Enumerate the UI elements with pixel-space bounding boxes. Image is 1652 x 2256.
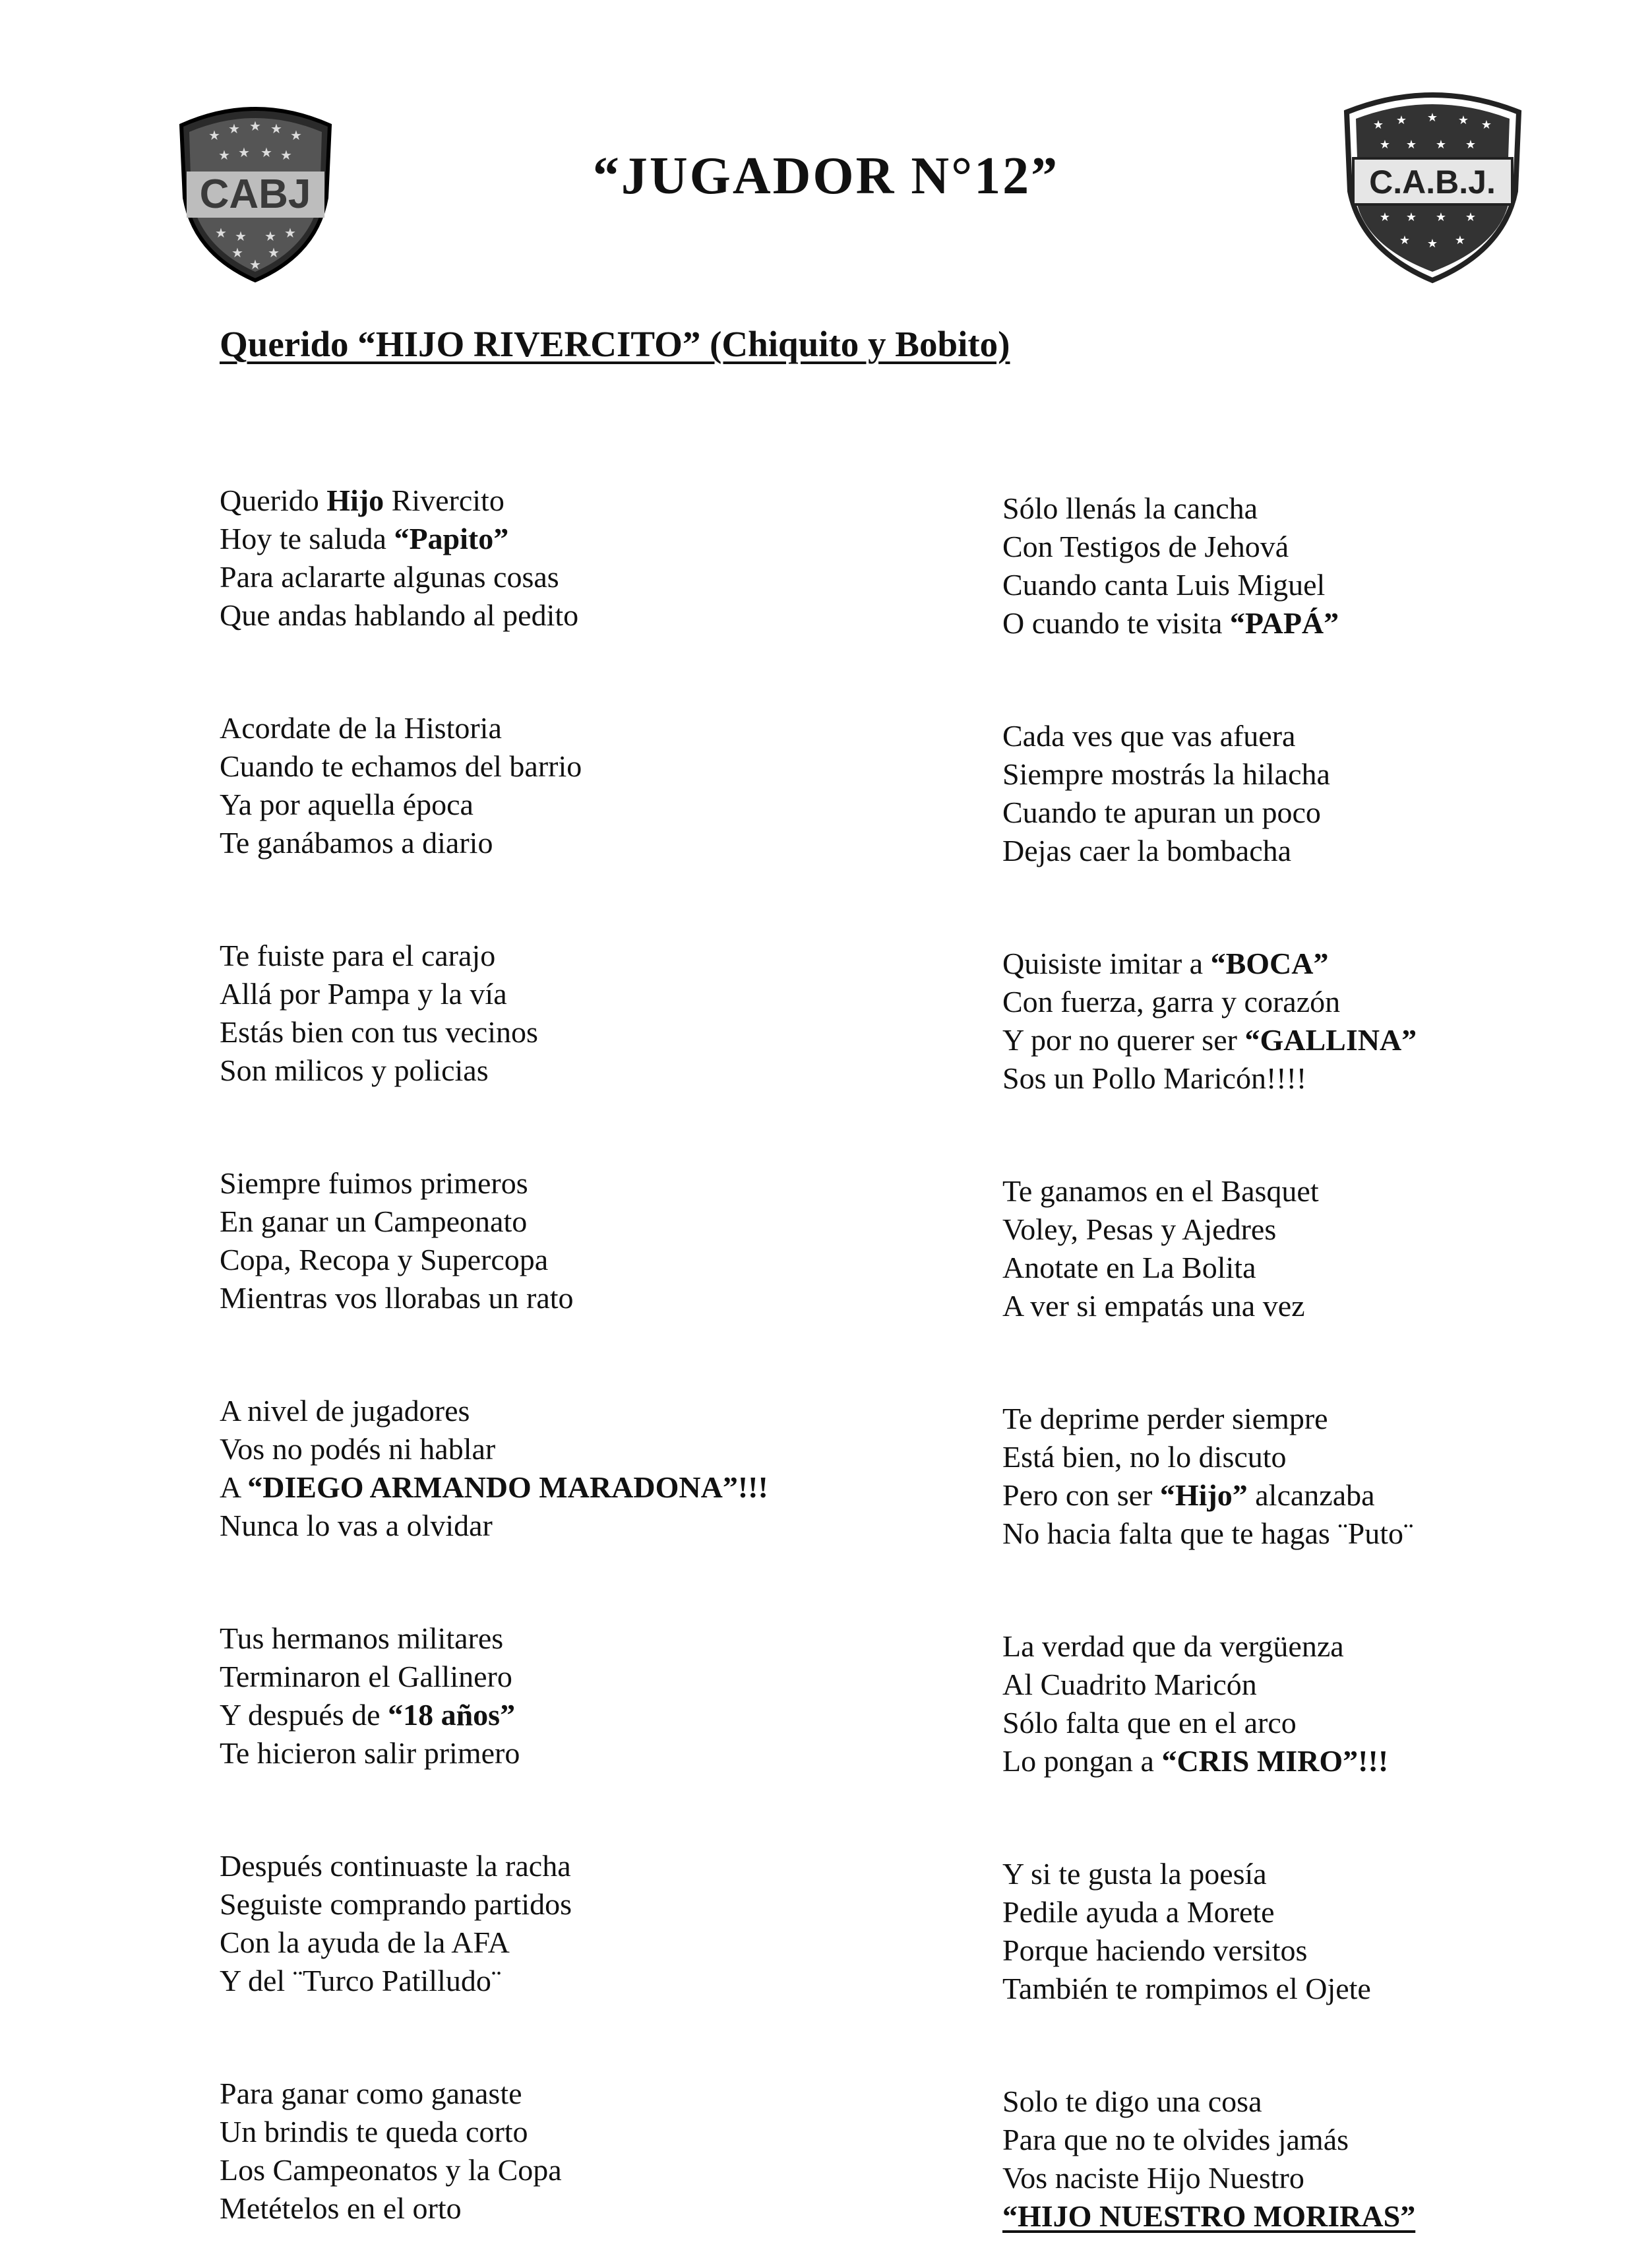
- stanza-line: [1002, 945, 1652, 983]
- text: Sólo llenás la cancha: [1002, 491, 1258, 525]
- stanza: [220, 709, 879, 862]
- stanza-line: [220, 1962, 879, 2000]
- stanza-line: [220, 2113, 879, 2151]
- text: Mientras vos llorabas un rato: [220, 1281, 574, 1315]
- text: Para aclararte algunas cosas: [220, 560, 559, 594]
- stanza-line: [1002, 1287, 1652, 1325]
- text: Te ganamos en el Basquet: [1002, 1174, 1319, 1208]
- svg-text:★: ★: [1379, 210, 1391, 224]
- bold-text: “Hijo”: [1159, 1478, 1248, 1512]
- text: Lo pongan a: [1002, 1744, 1162, 1778]
- stanza-line: [220, 1241, 879, 1279]
- stanza-line: [1002, 528, 1652, 566]
- text: Copa, Recopa y Supercopa: [220, 1243, 549, 1276]
- stanza-line: [1002, 1059, 1652, 1098]
- text: Dejas caer la bombacha: [1002, 834, 1292, 867]
- text: Con la ayuda de la AFA: [220, 1926, 510, 1959]
- stanza-line: [1002, 1515, 1652, 1553]
- svg-text:★: ★: [208, 127, 220, 143]
- svg-text:★: ★: [231, 245, 243, 261]
- stanza-line: [1002, 1210, 1652, 1249]
- stanza-line: [1002, 1970, 1652, 2008]
- stanza-line: [220, 2151, 879, 2189]
- stanza: [220, 1164, 879, 1317]
- stanza-line: [1002, 2197, 1652, 2236]
- bold-text: Hijo: [326, 484, 384, 517]
- text: Estás bien con tus vecinos: [220, 1015, 538, 1049]
- stanza-line: [220, 1734, 879, 1772]
- stanza-line: [1002, 1249, 1652, 1287]
- text: Pedile ayuda a Morete: [1002, 1895, 1275, 1929]
- svg-text:★: ★: [235, 228, 247, 244]
- stanza: [1002, 1172, 1652, 1325]
- stanza: [1002, 1627, 1652, 1780]
- svg-text:★: ★: [264, 228, 276, 244]
- text: Vos naciste Hijo Nuestro: [1002, 2161, 1304, 2195]
- bold-text: “BOCA”: [1210, 947, 1329, 980]
- text: Con Testigos de Jehová: [1002, 530, 1289, 563]
- stanza-line: [220, 709, 879, 747]
- text: Y después de: [220, 1698, 388, 1732]
- text: Está bien, no lo discuto: [1002, 1440, 1287, 1474]
- svg-text:★: ★: [1372, 118, 1384, 132]
- stanza-line: [1002, 1666, 1652, 1704]
- text: La verdad que da vergüenza: [1002, 1629, 1344, 1663]
- svg-text:★: ★: [1405, 210, 1417, 224]
- svg-text:★: ★: [1405, 138, 1417, 152]
- stanza-line: [1002, 604, 1652, 642]
- stanza-line: [220, 1619, 879, 1658]
- text: No hacia falta que te hagas ¨Puto¨: [1002, 1517, 1414, 1550]
- text: Nunca lo vas a olvidar: [220, 1509, 493, 1542]
- svg-text:★: ★: [1399, 234, 1411, 247]
- svg-text:★: ★: [1426, 111, 1438, 125]
- text: Sos un Pollo Maricón!!!!: [1002, 1061, 1307, 1095]
- stanza: [220, 482, 879, 635]
- text: Y del ¨Turco Patilludo¨: [220, 1964, 502, 1997]
- stanza-line: [220, 1051, 879, 1090]
- svg-text:★: ★: [268, 245, 280, 261]
- stanza-line: [1002, 1742, 1652, 1780]
- svg-text:★: ★: [280, 147, 292, 163]
- stanza-line: [1002, 1400, 1652, 1438]
- stanza-line: [1002, 1021, 1652, 1059]
- text: Y si te gusta la poesía: [1002, 1857, 1267, 1891]
- svg-text:★: ★: [260, 144, 272, 160]
- stanza-line: [1002, 1476, 1652, 1515]
- stanza: [1002, 717, 1652, 870]
- text: O cuando te visita: [1002, 606, 1230, 640]
- text: Siempre mostrás la hilacha: [1002, 757, 1330, 791]
- stanza: [1002, 945, 1652, 1098]
- stanza-line: [220, 1203, 879, 1241]
- stanza-line: [220, 1392, 879, 1430]
- stanza-line: [1002, 717, 1652, 755]
- text: Allá por Pampa y la vía: [220, 977, 507, 1011]
- stanza-line: [220, 2075, 879, 2113]
- stanza-line: [1002, 983, 1652, 1021]
- svg-text:CABJ: CABJ: [199, 172, 311, 217]
- text: Voley, Pesas y Ajedres: [1002, 1212, 1277, 1246]
- svg-text:★: ★: [1454, 234, 1466, 247]
- stanza: [1002, 1855, 1652, 2008]
- text: Te hicieron salir primero: [220, 1736, 520, 1770]
- svg-text:★: ★: [249, 257, 261, 272]
- text: Hoy te saluda: [220, 522, 394, 555]
- text: alcanzaba: [1247, 1478, 1375, 1512]
- svg-text:★: ★: [1435, 138, 1447, 152]
- stanza: [1002, 1400, 1652, 1553]
- text: Terminaron el Gallinero: [220, 1660, 512, 1693]
- bold-text: “HIJO NUESTRO MORIRAS”: [1002, 2199, 1416, 2233]
- text: Acordate de la Historia: [220, 711, 502, 745]
- text: Y por no querer ser: [1002, 1023, 1245, 1057]
- stanza: [220, 2075, 879, 2228]
- stanza-line: [1002, 1931, 1652, 1970]
- text: Solo te digo una cosa: [1002, 2084, 1262, 2118]
- bold-text: “DIEGO ARMANDO MARADONA”!!!: [247, 1470, 768, 1504]
- text: Rivercito: [384, 484, 505, 517]
- text: A nivel de jugadores: [220, 1394, 470, 1427]
- stanza-line: [220, 975, 879, 1013]
- svg-text:★: ★: [290, 127, 302, 143]
- stanza-line: [1002, 2083, 1652, 2121]
- text: En ganar un Campeonato: [220, 1205, 528, 1238]
- stanza-line: [220, 1468, 879, 1507]
- text: Metételos en el orto: [220, 2191, 462, 2225]
- svg-text:★: ★: [270, 121, 282, 137]
- stanza-line: [220, 1507, 879, 1545]
- bold-text: “18 años”: [388, 1698, 516, 1732]
- text: Cuando te echamos del barrio: [220, 749, 582, 783]
- stanza-line: [220, 1847, 879, 1885]
- text: Cuando te apuran un poco: [1002, 796, 1321, 829]
- stanza-line: [1002, 1855, 1652, 1893]
- text: Que andas hablando al pedito: [220, 598, 579, 632]
- stanza-line: [1002, 1893, 1652, 1931]
- svg-text:★: ★: [1426, 237, 1438, 251]
- text: Después continuaste la racha: [220, 1849, 571, 1883]
- stanza-line: [1002, 1172, 1652, 1210]
- stanza: [220, 1392, 879, 1545]
- stanza-line: [1002, 2121, 1652, 2159]
- text: Te ganábamos a diario: [220, 826, 493, 860]
- text: Tus hermanos militares: [220, 1621, 504, 1655]
- stanza-line: [220, 1885, 879, 1924]
- text: Para que no te olvides jamás: [1002, 2123, 1349, 2156]
- text: Un brindis te queda corto: [220, 2115, 528, 2148]
- stanza-line: [1002, 489, 1652, 528]
- stanza-line: [1002, 794, 1652, 832]
- text: Son milicos y policias: [220, 1053, 489, 1087]
- stanza-line: [220, 1924, 879, 1962]
- svg-text:★: ★: [1465, 138, 1477, 152]
- stanza-line: [1002, 2159, 1652, 2197]
- stanza-line: [220, 747, 879, 786]
- stanza-line: [1002, 1627, 1652, 1666]
- stanza: [220, 1847, 879, 2000]
- svg-text:★: ★: [284, 225, 296, 241]
- svg-text:C.A.B.J.: C.A.B.J.: [1369, 164, 1496, 201]
- text: Anotate en La Bolita: [1002, 1251, 1256, 1284]
- text: Vos no podés ni hablar: [220, 1432, 496, 1466]
- bold-text: “GALLINA”: [1244, 1023, 1417, 1057]
- page-title: “JUGADOR N°12”: [592, 147, 1060, 205]
- document-subtitle: Querido “HIJO RIVERCITO” (Chiquito y Bobito): [220, 324, 1010, 364]
- svg-text:★: ★: [1465, 210, 1477, 224]
- text: Al Cuadrito Maricón: [1002, 1668, 1257, 1701]
- stanza-line: [220, 520, 879, 558]
- text: Te fuiste para el carajo: [220, 939, 496, 972]
- stanza-line: [220, 937, 879, 975]
- text: Siempre fuimos primeros: [220, 1166, 528, 1200]
- text: Sólo falta que en el arco: [1002, 1706, 1297, 1739]
- stanza-line: [1002, 1704, 1652, 1742]
- stanza: [1002, 2083, 1652, 2236]
- svg-text:★: ★: [249, 118, 261, 134]
- svg-text:★: ★: [1481, 118, 1492, 132]
- stanza: [220, 1619, 879, 1772]
- bold-text: “CRIS MIRO”!!!: [1161, 1744, 1389, 1778]
- stanza-line: [220, 1658, 879, 1696]
- stanza-line: [220, 2189, 879, 2228]
- stanza-line: [220, 786, 879, 824]
- text: A ver si empatás una vez: [1002, 1289, 1305, 1323]
- svg-text:★: ★: [238, 144, 250, 160]
- stanza-line: [220, 1696, 879, 1734]
- text: Seguiste comprando partidos: [220, 1887, 572, 1921]
- text: Querido: [220, 484, 327, 517]
- svg-text:★: ★: [1395, 113, 1407, 127]
- stanza-line: [220, 1164, 879, 1203]
- text: Los Campeonatos y la Copa: [220, 2153, 562, 2187]
- text: También te rompimos el Ojete: [1002, 1972, 1371, 2005]
- text: Para ganar como ganaste: [220, 2077, 522, 2110]
- stanza-line: [220, 824, 879, 862]
- stanza-line: [1002, 566, 1652, 604]
- text: Porque haciendo versitos: [1002, 1933, 1308, 1967]
- svg-text:★: ★: [228, 121, 240, 137]
- stanza-line: [1002, 755, 1652, 794]
- stanza: [1002, 489, 1652, 642]
- text: Quisiste imitar a: [1002, 947, 1211, 980]
- text: Pero con ser: [1002, 1478, 1160, 1512]
- stanza-line: [220, 482, 879, 520]
- text: Cuando canta Luis Miguel: [1002, 568, 1326, 602]
- stanza-line: [220, 1279, 879, 1317]
- svg-text:★: ★: [1379, 138, 1391, 152]
- text: Te deprime perder siempre: [1002, 1402, 1328, 1435]
- svg-text:★: ★: [218, 147, 230, 163]
- text: Ya por aquella época: [220, 788, 474, 821]
- text: A: [220, 1470, 248, 1504]
- stanza-line: [220, 1430, 879, 1468]
- text: Cada ves que vas afuera: [1002, 719, 1296, 753]
- svg-text:★: ★: [215, 225, 227, 241]
- stanza-line: [220, 558, 879, 596]
- stanza-line: [1002, 832, 1652, 870]
- bold-text: “PAPÁ”: [1229, 606, 1339, 640]
- stanza-line: [220, 1013, 879, 1051]
- text: Con fuerza, garra y corazón: [1002, 985, 1341, 1018]
- stanza-line: [1002, 1438, 1652, 1476]
- stanza: [220, 937, 879, 1090]
- bold-text: “Papito”: [394, 522, 509, 555]
- svg-text:★: ★: [1457, 113, 1469, 127]
- svg-text:★: ★: [1435, 210, 1447, 224]
- stanza-line: [220, 596, 879, 635]
